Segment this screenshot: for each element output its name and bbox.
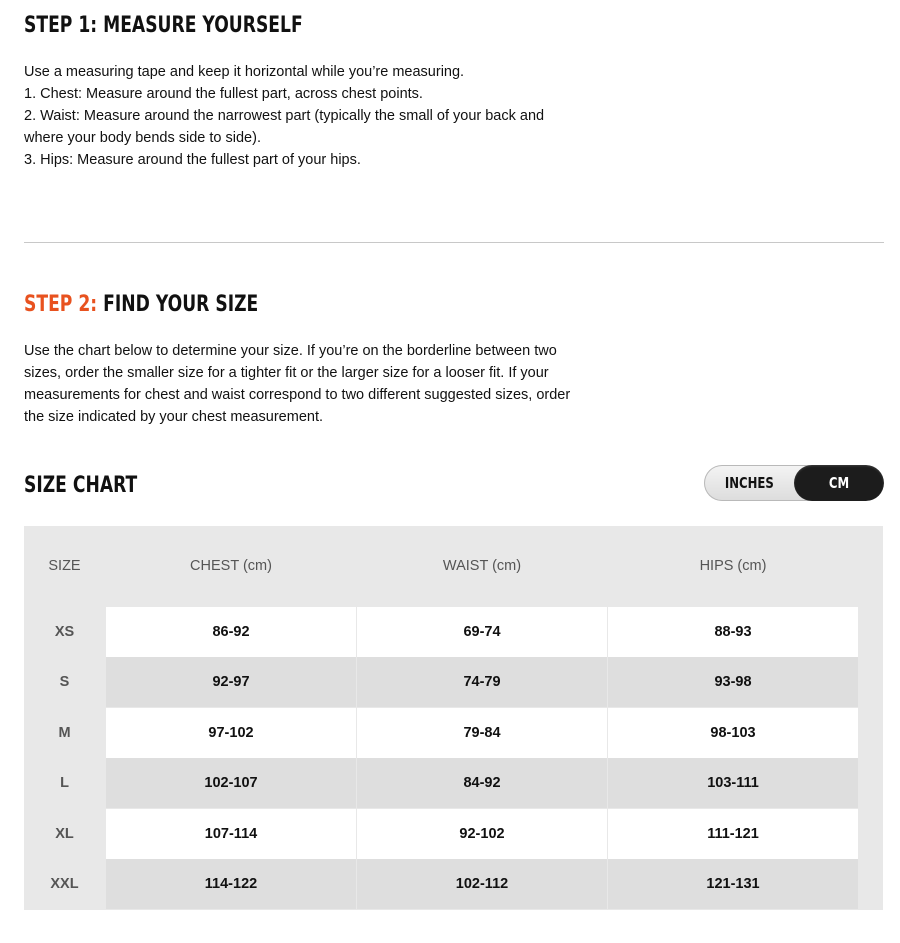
size-label: M <box>58 725 71 741</box>
table-row <box>106 708 858 758</box>
waist-cell: 92-102 <box>357 809 607 859</box>
hips-cell: 111-121 <box>608 809 858 859</box>
hips-cell: 121-131 <box>608 859 858 909</box>
size-chart-title <box>24 471 169 500</box>
size-label: XXL <box>50 876 79 892</box>
hips-cell: 93-98 <box>608 657 858 707</box>
hips-cell: 103-111 <box>608 758 858 808</box>
step2-instructions: Use the chart below to determine your size. If you’re on the borderline between two sizes, order the smaller size for a tighter fit or the larger size for a looser fit. If your measurements for chest and waist correspond to two different suggested sizes, order the size indicated by your chest measurement. <box>24 343 571 425</box>
step1-heading-text: STEP 1: MEASURE YOURSELF <box>24 13 303 38</box>
size-label: S <box>59 674 70 690</box>
step1-hips-instruction: 3. Hips: Measure around the fullest part of your hips. <box>24 152 361 168</box>
column-header-chest: CHEST (cm) <box>190 558 272 574</box>
table-row <box>106 758 858 808</box>
unit-option-inches[interactable] <box>704 465 794 501</box>
step2-heading-rest: FIND YOUR SIZE <box>103 292 259 317</box>
chest-cell: 107-114 <box>106 809 356 859</box>
waist-cell: 74-79 <box>357 657 607 707</box>
chest-cell: 102-107 <box>106 758 356 808</box>
waist-cell: 102-112 <box>357 859 607 909</box>
step1-instructions <box>24 61 584 171</box>
table-row <box>106 607 858 657</box>
size-label: XS <box>54 624 75 640</box>
hips-cell: 98-103 <box>608 708 858 758</box>
chest-cell: 97-102 <box>106 708 356 758</box>
unit-option-inches-label: INCHES <box>724 474 774 492</box>
section-divider <box>24 242 884 243</box>
table-row <box>106 657 858 707</box>
size-chart-title-text: SIZE CHART <box>24 473 138 498</box>
waist-cell: 69-74 <box>357 607 607 657</box>
step2-heading-text <box>24 291 258 319</box>
chest-cell: 92-97 <box>106 657 356 707</box>
size-label: XL <box>55 826 74 842</box>
column-header-waist: WAIST (cm) <box>442 558 522 574</box>
chest-cell: 114-122 <box>106 859 356 909</box>
waist-cell: 79-84 <box>357 708 607 758</box>
step2-heading <box>24 290 324 319</box>
size-chart-table <box>24 526 883 910</box>
waist-cell: 84-92 <box>357 758 607 808</box>
size-label: L <box>60 775 69 791</box>
step1-waist-instruction: 2. Waist: Measure around the narrowest part (typically the small of your back and where your body bends side to side). <box>24 108 545 146</box>
step2-heading-accent: STEP 2: <box>24 292 98 317</box>
column-header-size: SIZE <box>48 558 81 574</box>
table-row <box>106 859 858 909</box>
step1-heading <box>24 11 381 40</box>
step1-chest-instruction: 1. Chest: Measure around the fullest part, across chest points. <box>24 86 423 102</box>
table-row <box>106 809 858 859</box>
chest-cell: 86-92 <box>106 607 356 657</box>
unit-option-cm[interactable] <box>794 465 884 501</box>
step1-intro: Use a measuring tape and keep it horizontal while you’re measuring. <box>24 64 465 80</box>
unit-toggle[interactable] <box>704 465 884 501</box>
hips-cell: 88-93 <box>608 607 858 657</box>
column-header-hips: HIPS (cm) <box>699 558 767 574</box>
unit-option-cm-label: CM <box>828 474 850 492</box>
